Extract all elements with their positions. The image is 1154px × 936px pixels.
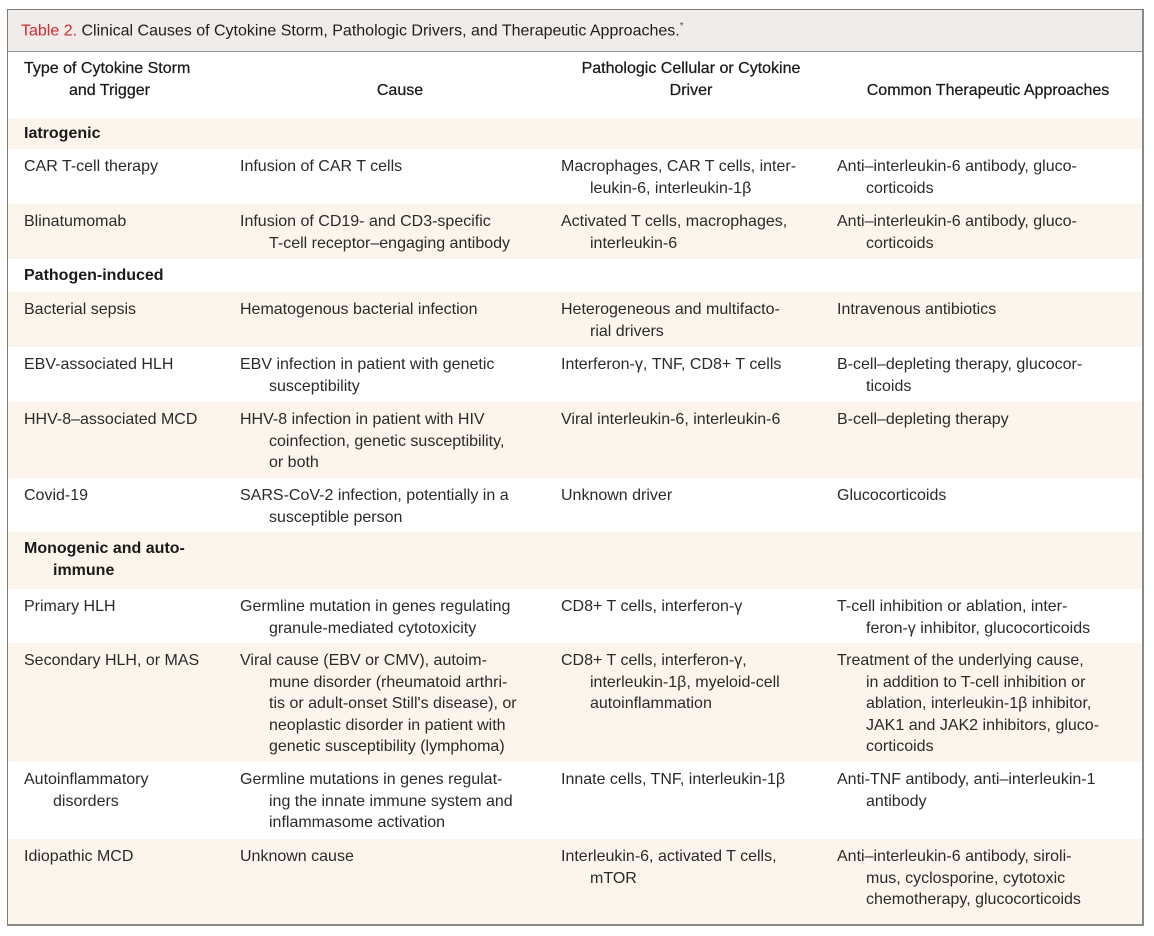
cell-pathologic-driver [561,354,831,376]
column-header-type-and-trigger-line: and Trigger [69,81,150,99]
cell-type-and-trigger-line: Autoinflammatory [24,771,149,788]
cell-therapeutic-approaches-line: corticoids [866,738,934,755]
table-row [8,762,1142,839]
cell-pathologic-driver [561,211,831,254]
section-label-line: Pathogen-induced [24,267,164,284]
table-title [21,21,684,40]
column-header-cause [240,80,560,102]
cell-therapeutic-approaches-line: Anti–interleukin-6 antibody, gluco- [837,213,1077,230]
cell-pathologic-driver-line: Unknown driver [561,487,673,504]
cell-therapeutic-approaches-line: antibody [866,792,927,810]
cell-therapeutic-approaches-line: Glucocorticoids [837,487,947,504]
cell-type-and-trigger-line: disorders [53,792,119,810]
cell-therapeutic-approaches-line: feron-γ inhibitor, glucocorticoids [866,619,1091,637]
cell-type-and-trigger [24,156,234,178]
cell-type-and-trigger [24,299,234,321]
cell-cause [240,409,555,474]
cell-type-and-trigger [24,650,234,672]
table-row [8,402,1142,478]
cell-type-and-trigger-line: Secondary HLH, or MAS [24,652,200,669]
cell-type-and-trigger [24,846,234,868]
cell-cause-line: SARS-CoV-2 infection, potentially in a [240,487,509,504]
cell-cause [240,211,555,254]
cell-type-and-trigger-line: EBV-associated HLH [24,356,174,373]
cell-pathologic-driver-line: autoinflammation [590,695,712,712]
table-row [8,292,1142,347]
cell-cause-line: inflammasome activation [269,814,446,831]
cell-pathologic-driver-line: Innate cells, TNF, interleukin-1β [561,771,786,788]
column-header-pathologic-driver [556,58,826,101]
cell-therapeutic-approaches-line: corticoids [866,179,934,197]
cell-cause [240,650,555,758]
cell-therapeutic-approaches-line: Intravenous antibiotics [837,301,997,318]
section-header-row [8,532,1142,589]
section-label-line: immune [53,561,115,579]
cell-cause [240,299,555,321]
cell-therapeutic-approaches [837,596,1137,639]
cell-cause-line: Infusion of CAR T cells [240,158,403,175]
cell-cause-line: coinfection, genetic susceptibility, [269,432,505,450]
cell-cause-line: Germline mutations in genes regulat- [240,771,503,788]
cell-cause-line: Infusion of CD19- and CD3-specific [240,213,491,230]
cell-pathologic-driver [561,769,831,791]
cell-cause-line: ing the innate immune system and [269,792,513,810]
column-header-pathologic-driver-line: Driver [669,81,713,99]
cell-type-and-trigger [24,354,234,376]
column-header-therapeutic-approaches [840,80,1136,102]
cell-type-and-trigger [24,596,234,618]
cell-pathologic-driver-line: Viral interleukin-6, interleukin-6 [561,411,781,428]
cell-therapeutic-approaches [837,409,1137,431]
cell-therapeutic-approaches-line: Treatment of the underlying cause, [837,652,1084,669]
section-label-line: Monogenic and auto- [24,540,185,557]
column-header-type-and-trigger [24,58,234,101]
cell-cause-line: EBV infection in patient with genetic [240,356,495,373]
cell-type-and-trigger [24,409,234,431]
section-label [24,123,324,145]
cell-cause-line: T-cell receptor–engaging antibody [269,234,511,252]
table-row [8,839,1142,926]
cell-cause-line: or both [269,454,319,471]
table-row [8,478,1142,532]
cell-therapeutic-approaches-line: chemotherapy, glucocorticoids [866,891,1081,908]
cell-cause-line: Germline mutation in genes regulating [240,598,511,615]
cell-pathologic-driver [561,596,831,618]
cell-therapeutic-approaches [837,846,1137,911]
cell-therapeutic-approaches [837,299,1137,321]
cell-therapeutic-approaches [837,354,1137,397]
cell-pathologic-driver-line: CD8+ T cells, interferon-γ, [561,652,747,669]
cell-therapeutic-approaches-line: JAK1 and JAK2 inhibitors, gluco- [866,716,1100,734]
cell-pathologic-driver-line: CD8+ T cells, interferon-γ [561,598,743,615]
cell-cause [240,485,555,528]
cell-cause-line: neoplastic disorder in patient with [269,716,506,734]
section-header-row [8,118,1142,149]
cell-type-and-trigger-line: Bacterial sepsis [24,301,137,318]
cell-cause-line: mune disorder (rheumatoid arthri- [269,673,508,691]
table-label: Table 2. [21,22,78,40]
cell-cause-line: Unknown cause [240,848,354,865]
column-header-type-and-trigger-line: Type of Cytokine Storm [24,60,191,77]
cell-therapeutic-approaches-line: B-cell–depleting therapy [837,411,1009,428]
cell-pathologic-driver-line: Macrophages, CAR T cells, inter- [561,158,797,175]
table-header-row [8,52,1142,118]
cell-therapeutic-approaches-line: T-cell inhibition or ablation, inter- [837,598,1068,615]
cell-type-and-trigger-line: Blinatumomab [24,213,127,230]
cell-cause [240,156,555,178]
cell-cause-line: tis or adult-onset Still's disease), or [269,695,517,712]
cell-pathologic-driver [561,409,831,431]
cell-pathologic-driver [561,846,831,889]
cell-type-and-trigger [24,769,234,812]
section-label [24,538,324,581]
cell-cause-line: Viral cause (EBV or CMV), autoim- [240,652,487,669]
cell-cause [240,769,555,834]
cell-therapeutic-approaches [837,211,1137,254]
cell-pathologic-driver-line: rial drivers [590,322,664,340]
cell-therapeutic-approaches-line: ticoids [866,377,912,395]
cell-therapeutic-approaches-line: Anti–interleukin-6 antibody, siroli- [837,848,1072,865]
cell-pathologic-driver-line: Heterogeneous and multifacto- [561,301,780,318]
cell-type-and-trigger-line: CAR T-cell therapy [24,158,158,175]
table-container [7,9,1144,926]
cell-therapeutic-approaches-line: in addition to T-cell inhibition or [866,673,1086,691]
cell-therapeutic-approaches-line: ablation, interleukin-1β inhibitor, [866,695,1092,712]
footnote-mark: * [679,21,684,32]
cell-therapeutic-approaches-line: Anti–interleukin-6 antibody, gluco- [837,158,1077,175]
column-header-pathologic-driver-line: Pathologic Cellular or Cytokine [581,60,801,77]
cell-cause-line: Hematogenous bacterial infection [240,301,478,318]
cell-therapeutic-approaches [837,650,1137,758]
cell-type-and-trigger-line: Primary HLH [24,598,116,615]
cell-type-and-trigger [24,485,234,507]
cell-cause-line: susceptible person [269,508,403,526]
cell-cause [240,354,555,397]
cell-pathologic-driver-line: interleukin-6 [590,234,678,252]
cell-type-and-trigger-line: Idiopathic MCD [24,848,134,865]
section-header-row [8,259,1142,292]
column-header-therapeutic-approaches-line: Common Therapeutic Approaches [866,82,1110,99]
cell-cause-line: granule-mediated cytotoxicity [269,619,477,637]
cell-pathologic-driver-line: interleukin-1β, myeloid-cell [590,673,780,691]
section-label-line: Iatrogenic [24,125,101,142]
cell-cause [240,846,555,868]
table-row [8,643,1142,762]
cell-therapeutic-approaches [837,769,1137,812]
section-label [24,265,324,287]
cell-cause-line: HHV-8 infection in patient with HIV [240,411,485,428]
cell-therapeutic-approaches [837,156,1137,199]
cell-cause [240,596,555,639]
cell-pathologic-driver-line: Interferon-γ, TNF, CD8+ T cells [561,356,782,373]
cell-pathologic-driver-line: mTOR [590,869,637,887]
cell-pathologic-driver [561,650,831,715]
cell-type-and-trigger-line: Covid-19 [24,487,89,504]
cell-cause-line: susceptibility [269,377,360,395]
cell-pathologic-driver [561,156,831,199]
cell-type-and-trigger-line: HHV-8–associated MCD [24,411,198,428]
cell-pathologic-driver-line: leukin-6, interleukin-1β [590,179,752,197]
cell-therapeutic-approaches-line: mus, cyclosporine, cytotoxic [866,869,1066,887]
cell-therapeutic-approaches-line: Anti-TNF antibody, anti–interleukin-1 [837,771,1096,788]
table-row [8,347,1142,402]
table-row [8,149,1142,204]
cell-therapeutic-approaches-line: corticoids [866,234,934,252]
cell-pathologic-driver [561,299,831,342]
column-header-cause-line: Cause [376,82,424,99]
cell-pathologic-driver-line: Activated T cells, macrophages, [561,213,788,230]
table-title-text: Clinical Causes of Cytokine Storm, Pathologic Drivers, and Therapeutic Approaches. [81,22,680,40]
cell-therapeutic-approaches-line: B-cell–depleting therapy, glucocor- [837,356,1083,373]
cell-pathologic-driver [561,485,831,507]
cell-pathologic-driver-line: Interleukin-6, activated T cells, [561,848,777,865]
table-title-bar [8,10,1142,52]
table-row [8,589,1142,643]
table-row [8,204,1142,259]
cell-type-and-trigger [24,211,234,233]
cell-therapeutic-approaches [837,485,1137,507]
cell-cause-line: genetic susceptibility (lymphoma) [269,738,505,755]
